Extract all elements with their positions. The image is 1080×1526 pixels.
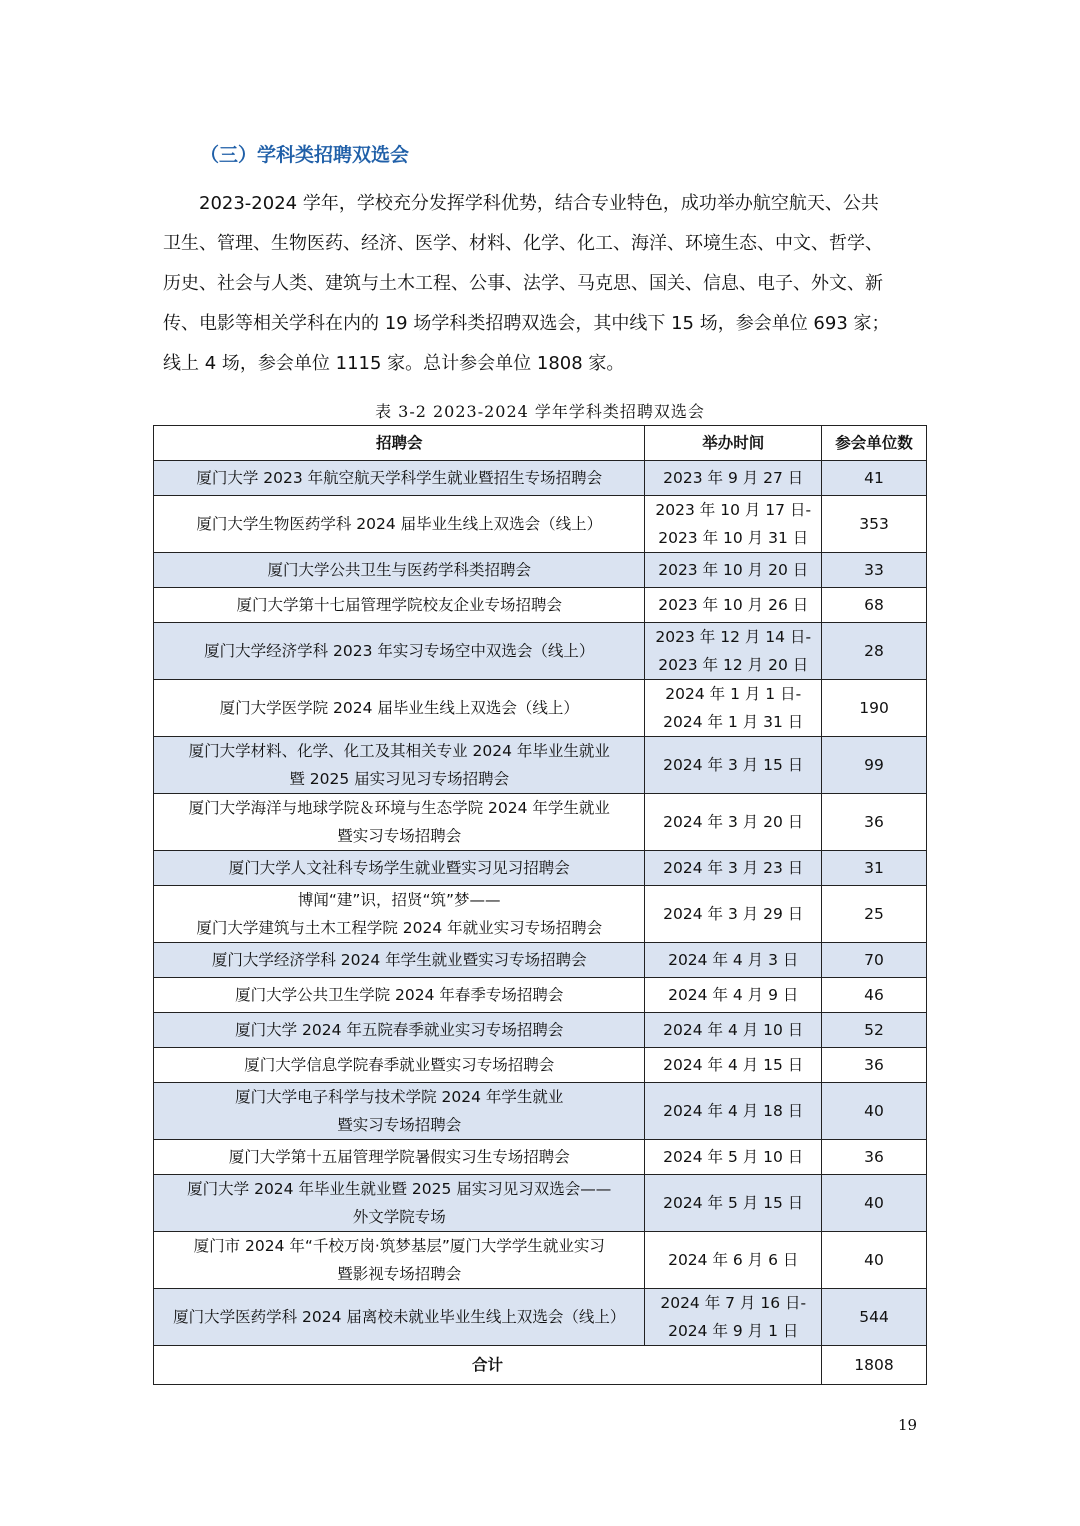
fair-count-cell: 70 [822,943,927,978]
fair-name-cell-line: 厦门大学第十七届管理学院校友企业专场招聘会 [236,596,562,614]
fair-count-cell: 31 [822,851,927,886]
fair-name-cell-line: 厦门大学建筑与土木工程学院 2024 年就业实习专场招聘会 [196,919,603,937]
fair-name-cell [154,1232,645,1289]
fair-date-cell-line: 2024 年 3 月 20 日 [663,813,804,831]
fair-count-cell: 46 [822,978,927,1013]
job-fair-table [153,425,927,1385]
table-row [154,886,927,943]
fair-date-cell-line: 2023 年 10 月 17 日- [655,501,812,519]
fair-count-cell: 36 [822,1048,927,1083]
table-row [154,851,927,886]
fair-date-cell-line: 2023 年 12 月 14 日- [655,628,812,646]
fair-name-cell-line: 厦门大学 2024 年毕业生就业暨 2025 届实习见习双选会—— [187,1180,612,1198]
table-row [154,737,927,794]
fair-name-cell-line: 厦门大学第十五届管理学院暑假实习生专场招聘会 [228,1148,570,1166]
fair-date-cell [645,794,822,851]
fair-name-cell [154,1289,645,1346]
fair-date-cell-line: 2023 年 12 月 20 日 [658,656,809,674]
fair-date-cell [645,1083,822,1140]
table-row [154,1083,927,1140]
fair-count-cell: 190 [822,680,927,737]
fair-name-cell-line: 厦门大学 2023 年航空航天学科学生就业暨招生专场招聘会 [196,469,603,487]
fair-date-cell [645,886,822,943]
fair-date-cell-line: 2024 年 5 月 15 日 [663,1194,804,1212]
fair-name-cell [154,461,645,496]
table-row [154,1013,927,1048]
section-title: （三）学科类招聘双选会 [200,144,410,166]
fair-count-cell: 353 [822,496,927,553]
paragraph-line: 线上 4 场，参会单位 1115 家。总计参会单位 1808 家。 [163,353,625,374]
fair-name-cell [154,794,645,851]
fair-name-cell-line: 厦门大学电子科学与技术学院 2024 年学生就业 [235,1088,564,1106]
paragraph-line: 2023-2024 学年，学校充分发挥学科优势，结合专业特色，成功举办航空航天、公共 [163,193,879,214]
fair-count-cell: 40 [822,1083,927,1140]
table-row [154,680,927,737]
fair-date-cell-line: 2023 年 10 月 31 日 [658,529,809,547]
table-row [154,1140,927,1175]
table-row [154,943,927,978]
table-row [154,794,927,851]
table-row [154,623,927,680]
fair-date-cell-line: 2023 年 9 月 27 日 [663,469,804,487]
fair-name-cell [154,588,645,623]
fair-name-cell-line: 暨影视专场招聘会 [337,1265,462,1283]
table-row [154,1175,927,1232]
paragraph-line: 传、电影等相关学科在内的 19 场学科类招聘双选会，其中线下 15 场，参会单位 693 家； [163,313,890,334]
fair-name-cell-line: 厦门大学医学院 2024 届毕业生线上双选会（线上） [219,699,579,717]
table-row [154,1232,927,1289]
fair-name-cell-line: 厦门大学公共卫生与医药学科类招聘会 [267,561,531,579]
fair-date-cell [645,1175,822,1232]
fair-name-cell-line: 厦门大学信息学院春季就业暨实习专场招聘会 [244,1056,555,1074]
fair-date-cell-line: 2024 年 4 月 10 日 [663,1021,804,1039]
table-row [154,496,927,553]
fair-count-cell: 544 [822,1289,927,1346]
fair-count-cell: 41 [822,461,927,496]
table-row [154,461,927,496]
fair-name-cell [154,680,645,737]
fair-count-cell: 68 [822,588,927,623]
table-body [154,461,927,1385]
fair-count-cell: 25 [822,886,927,943]
table-header-row [154,426,927,461]
fair-name-cell-line: 暨 2025 届实习见习专场招聘会 [289,770,510,788]
fair-date-cell [645,461,822,496]
fair-name-cell-line: 暨实习专场招聘会 [337,827,462,845]
fair-name-cell-line: 厦门大学 2024 年五院春季就业实习专场招聘会 [235,1021,564,1039]
table-row [154,588,927,623]
table-row [154,1048,927,1083]
fair-name-cell-line: 暨实习专场招聘会 [337,1116,462,1134]
fair-date-cell [645,1140,822,1175]
header-fair: 招聘会 [154,426,645,461]
fair-name-cell [154,943,645,978]
fair-name-cell-line: 厦门大学材料、化学、化工及其相关专业 2024 年毕业生就业 [188,742,610,760]
paragraph-line: 历史、社会与人类、建筑与土木工程、公事、法学、马克思、国关、信息、电子、外文、新 [163,273,883,294]
fair-date-cell [645,588,822,623]
fair-name-cell-line: 博闻“建”识，招贤“筑”梦—— [297,891,501,909]
table-caption: 表 3-2 2023-2024 学年学科类招聘双选会 [375,402,705,421]
fair-date-cell [645,496,822,553]
total-value: 1808 [822,1346,927,1385]
fair-name-cell [154,978,645,1013]
fair-count-cell: 99 [822,737,927,794]
fair-date-cell-line: 2024 年 7 月 16 日- [660,1294,807,1312]
fair-date-cell-line: 2024 年 6 月 6 日 [668,1251,799,1269]
table-row [154,1289,927,1346]
fair-date-cell [645,978,822,1013]
fair-date-cell [645,623,822,680]
fair-name-cell [154,496,645,553]
fair-date-cell [645,851,822,886]
fair-name-cell [154,737,645,794]
fair-name-cell [154,851,645,886]
fair-name-cell [154,1013,645,1048]
fair-date-cell [645,1289,822,1346]
fair-name-cell [154,553,645,588]
fair-date-cell [645,1013,822,1048]
page-number: 19 [898,1416,918,1434]
fair-date-cell-line: 2024 年 9 月 1 日 [668,1322,799,1340]
fair-name-cell-line: 厦门大学经济学科 2023 年实习专场空中双选会（线上） [204,642,595,660]
fair-date-cell-line: 2024 年 4 月 9 日 [668,986,799,1004]
fair-date-cell-line: 2024 年 3 月 23 日 [663,859,804,877]
fair-count-cell: 52 [822,1013,927,1048]
fair-date-cell-line: 2024 年 1 月 31 日 [663,713,804,731]
table-row [154,553,927,588]
fair-date-cell-line: 2024 年 3 月 15 日 [663,756,804,774]
fair-date-cell-line: 2024 年 4 月 18 日 [663,1102,804,1120]
fair-date-cell [645,737,822,794]
fair-name-cell [154,1048,645,1083]
fair-date-cell [645,553,822,588]
header-date: 举办时间 [645,426,822,461]
fair-count-cell: 36 [822,1140,927,1175]
fair-date-cell-line: 2024 年 4 月 3 日 [668,951,799,969]
fair-name-cell-line: 厦门大学医药学科 2024 届离校未就业毕业生线上双选会（线上） [173,1308,626,1326]
fair-count-cell: 40 [822,1232,927,1289]
fair-name-cell [154,1140,645,1175]
total-row [154,1346,927,1385]
fair-name-cell-line: 厦门大学经济学科 2024 年学生就业暨实习专场招聘会 [211,951,587,969]
fair-name-cell [154,1175,645,1232]
fair-name-cell [154,623,645,680]
paragraph-line: 卫生、管理、生物医药、经济、医学、材料、化学、化工、海洋、环境生态、中文、哲学、 [163,233,883,254]
fair-name-cell-line: 厦门市 2024 年“千校万岗·筑梦基层”厦门大学学生就业实习 [193,1237,605,1255]
fair-count-cell: 36 [822,794,927,851]
body-paragraph [163,184,918,384]
fair-date-cell [645,1232,822,1289]
fair-date-cell-line: 2024 年 3 月 29 日 [663,905,804,923]
fair-name-cell-line: 厦门大学公共卫生学院 2024 年春季专场招聘会 [235,986,564,1004]
fair-name-cell-line: 厦门大学人文社科专场学生就业暨实习见习招聘会 [228,859,570,877]
fair-date-cell [645,943,822,978]
fair-date-cell [645,680,822,737]
fair-name-cell [154,1083,645,1140]
fair-date-cell-line: 2023 年 10 月 26 日 [658,596,809,614]
fair-count-cell: 28 [822,623,927,680]
fair-date-cell-line: 2023 年 10 月 20 日 [658,561,809,579]
fair-name-cell-line: 外文学院专场 [352,1208,446,1226]
fair-name-cell-line: 厦门大学生物医药学科 2024 届毕业生线上双选会（线上） [196,515,603,533]
fair-date-cell [645,1048,822,1083]
fair-date-cell-line: 2024 年 5 月 10 日 [663,1148,804,1166]
table-row [154,978,927,1013]
header-count: 参会单位数 [822,426,927,461]
fair-date-cell-line: 2024 年 1 月 1 日- [665,685,802,703]
fair-count-cell: 40 [822,1175,927,1232]
total-label: 合计 [154,1346,822,1385]
fair-date-cell-line: 2024 年 4 月 15 日 [663,1056,804,1074]
fair-name-cell-line: 厦门大学海洋与地球学院＆环境与生态学院 2024 年学生就业 [188,799,610,817]
fair-count-cell: 33 [822,553,927,588]
fair-name-cell [154,886,645,943]
